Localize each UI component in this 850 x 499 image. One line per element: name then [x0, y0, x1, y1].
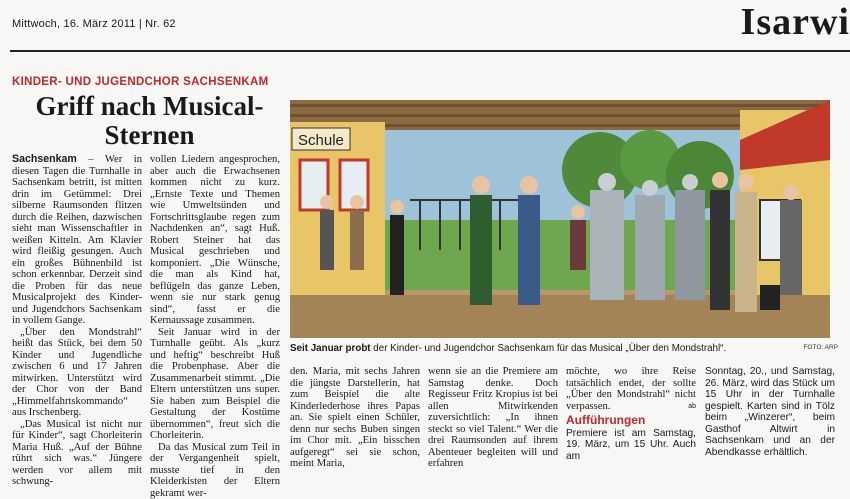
article-column-5 — [566, 366, 696, 462]
article-column-2 — [150, 154, 280, 499]
school-sign-text: Schule — [298, 132, 344, 149]
paragraph: „Das Musical ist nicht nur für Kinder“, sagt Chorleiterin Maria Huß. „Auf der Bühne rührt sich was.“ Jüngere werden vor allem mit schwung- — [12, 419, 142, 488]
dateline: Sachsenkam — [12, 153, 77, 165]
paragraph: Seit Januar wird in der Turnhalle geübt. Als „kurz und heftig“ beschreibt Huß die Probenphase. Aber die Zusammenarbeit stimmt. „Die Eltern unterstützen uns super. Sie haben zum Beispiel die Gestaltung der Kostüme übernommen“, freut sich die Chorleiterin. — [150, 327, 280, 442]
header-rule — [10, 50, 850, 52]
info-text: Premiere ist am Samstag, 19. März, um 15 Uhr. Auch am — [566, 428, 696, 463]
photo-credit: FOTO: ARP — [803, 344, 838, 351]
paragraph-text: möchte, wo ihre Reise tatsächlich endet, der sollte „Über den Mondstrahl“ nicht verpassen. — [566, 366, 696, 412]
paragraph — [566, 366, 696, 412]
paragraph — [12, 154, 142, 327]
caption-lead: Seit Januar probt — [290, 343, 371, 354]
info-text-continued: Sonntag, 20., und Samstag, 26. März, wird das Stück um 15 Uhr in der Turnhalle gespielt. Karten sind in Tölz beim „Winzerer“, beim Gasthof Altwirt in Sachsenkam und an der Abendkasse erhältlich. — [705, 366, 835, 458]
info-heading: Aufführungen — [566, 415, 696, 427]
article-column-3 — [290, 366, 420, 470]
paragraph: „Über den Mondstrahl“ heißt das Stück, bei dem 50 Kinder und Jugendliche zwischen 6 und 17 Jahren mitwirken. Unterstützt wird der Chor von der Band „Himmelfahrtskommando“ aus Irschenberg. — [12, 327, 142, 419]
author-signature: ab — [688, 401, 696, 413]
newspaper-name: Isarwi — [741, 0, 850, 44]
article-headline: Griff nach Musical-Sternen — [12, 92, 287, 150]
photo-illustration — [290, 100, 830, 338]
paragraph: vollen Liedern angesprochen, aber auch die Erwachsenen kommen nicht zu kurz. „Ernste Texte und Themen wie Umweltsünden und Fortschrittsglaube regen zum Nachdenken an“, sagt Huß. Robert Steiner hat das Musical geschrieben und komponiert. „Die Wünsche, die man als Kind hat, beflügeln das ganze Leben, wenn sie nur stark genug sind“, fasst er die Kernaussage zusammen. — [150, 154, 280, 327]
paragraph: den. Maria, mit sechs Jahren die jüngste Darstellerin, hat zum Beispiel die alte Kinderlederhose ihres Papas an. Sie spielt einen Schüler, denn nur sechs Buben singen im Chor mit. „Ein bisschen aufgeregt“ sei sie schon, meint Maria, — [290, 366, 420, 470]
photo-caption — [290, 343, 830, 354]
article-kicker: KINDER- UND JUGENDCHOR SACHSENKAM — [12, 76, 269, 88]
article-column-1 — [12, 154, 142, 488]
paragraph-text: – Wer in diesen Tagen die Turnhalle in Sachsenkam betritt, ist mitten drin im Getümmel: Drei silberne Raumsonden flitzen durch die Reihen, dazwischen sieht man Wissenschaftler in weißen Kitteln. Am Klavier wird fleißig gesungen. Auch ein großes Bühnenbild ist schon erkennbar. Derzeit sind die Proben für das neue Musicalprojekt des Kinder- und Jugendchors Sachsenkam in vollem Gange. — [12, 154, 142, 326]
rehearsal-photo — [290, 100, 830, 338]
paragraph: Da das Musical zum Teil in der Vergangenheit spielt, musste tief in den Kleiderkisten der Eltern gekramt wer- — [150, 442, 280, 499]
header-meta: Mittwoch, 16. März 2011 | Nr. 62 — [12, 18, 176, 30]
article-column-4 — [428, 366, 558, 470]
caption-text: der Kinder- und Jugendchor Sachsenkam für das Musical „Über den Mondstrahl“. — [371, 343, 727, 354]
paragraph: wenn sie an die Premiere am Samstag denke. Doch Regisseur Fritz Kropius ist bei allen Mitwirkenden zuversichtlich: „In ihnen steckt so viel Talent.“ Wer die drei Raumsonden auf ihrem Abenteuer begleiten will und erfahren — [428, 366, 558, 470]
